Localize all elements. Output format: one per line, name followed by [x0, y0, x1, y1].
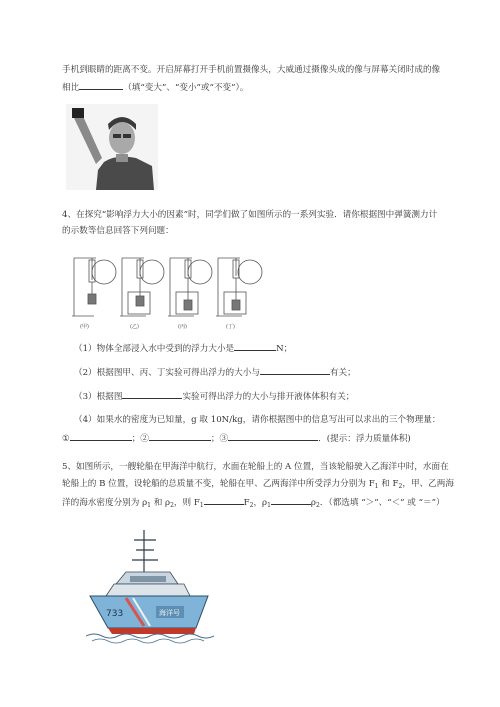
- q5-line3-f2: 2: [249, 502, 254, 509]
- q5-line3-pre: 洋的海水密度分别为 ρ: [62, 498, 148, 508]
- q4-sub4-mark2: ；②: [131, 434, 149, 444]
- q4-sub4-line1: （4）如果水的密度为已知量，g 取 10N/kg，请你根据图中的信息写出可以求出的三个物理量：: [74, 415, 441, 425]
- q5-line2: [62, 478, 454, 493]
- q4-sub2-blank[interactable]: [260, 365, 330, 375]
- q5-line2-text: 轮船上的 B 位置，设轮船的总质量不变，轮船在甲、乙两海洋中所受浮力分别为 F: [62, 479, 375, 489]
- q4-intro-line1: 4、在探究“影响浮力大小的因素”时，同学们做了如图所示的一系列实验．请你根据图中弹簧测力计: [62, 210, 438, 220]
- fig-label-bing: (丙): [178, 324, 187, 330]
- q4-sub1-text: （1）物体全部浸入水中受到的浮力大小是: [74, 344, 235, 354]
- q3-text-line2: [62, 80, 248, 94]
- q5-line3: [62, 495, 445, 512]
- phone-icon: [72, 108, 84, 118]
- q4-sub3-blank[interactable]: [122, 389, 182, 399]
- q4-sub4-blank2[interactable]: [149, 431, 211, 441]
- q5-density-compare-blank[interactable]: [271, 495, 311, 505]
- fig-label-ding: (丁): [226, 324, 235, 330]
- q3-text-line1: 手机到眼睛的距离不变。开启屏幕打开手机前置摄像头，大威通过摄像头成的像与屏幕关闭时成的像: [62, 65, 441, 75]
- q5-line3-rho2: 2: [315, 502, 320, 509]
- q5-force-compare-blank[interactable]: [204, 495, 244, 505]
- q4-sub2-text: （2）根据图甲、丙、丁实验可得出浮力的大小与: [74, 368, 260, 378]
- q5-line3-rho1pre: ，ρ: [253, 498, 268, 508]
- q5-line3-s2: 2: [170, 502, 174, 509]
- q4-sub1: [74, 341, 292, 355]
- ship-number: 733: [106, 609, 124, 619]
- q5-line3-rho2pre: ρ: [310, 498, 316, 508]
- q5-line3-rho1: 1: [267, 502, 271, 509]
- q4-sub4-blank1[interactable]: [70, 431, 132, 441]
- buoyancy-experiment-figure: [70, 250, 270, 332]
- q4-sub4-mark3: ；③: [210, 434, 229, 444]
- q4-sub3: [74, 389, 354, 403]
- q4-intro-line2: 的示数等信息回答下列问题：: [62, 226, 174, 236]
- q4-sub4-hint: ．(提示：浮力质量体积): [318, 434, 411, 444]
- fig-label-yi: (乙): [130, 324, 139, 330]
- q5-line3-then: ，则 F: [173, 498, 200, 508]
- fig-label-jia: (甲): [80, 324, 89, 330]
- ship-name: 海洋号: [159, 609, 180, 617]
- q5-line2-mid: 和 F: [378, 479, 399, 489]
- selfie-photo: [66, 104, 158, 190]
- q5-line3-f1: 1: [199, 502, 204, 509]
- q4-sub4-blank3[interactable]: [228, 431, 318, 441]
- q5-line3-f2pre: F: [243, 498, 250, 508]
- q4-sub4-line2: [62, 431, 411, 445]
- q4-sub3-suffix: 实验可得出浮力的大小与排开液体体积有关；: [182, 392, 355, 402]
- q4-sub1-unit: N；: [276, 344, 293, 354]
- q5-line2-end: ，甲、乙两海: [402, 479, 454, 489]
- q5-line2-sub1: 1: [374, 483, 379, 490]
- q5-line3-and: 和 ρ: [150, 498, 171, 508]
- ship-illustration: [86, 524, 214, 644]
- q3-answer-blank[interactable]: [79, 80, 123, 90]
- q4-sub3-text: （3）根据图: [74, 392, 123, 402]
- q4-sub4-mark1: ①: [62, 434, 70, 444]
- q3-line2-prefix: 相比: [62, 83, 80, 93]
- q5-line2-sub2: 2: [398, 483, 403, 490]
- q3-line2-suffix: （填“变大”、“变小”或“不变”）。: [123, 83, 249, 93]
- q5-line3-s1: 1: [147, 502, 151, 509]
- q4-sub1-blank[interactable]: [234, 341, 276, 351]
- q4-sub2-suffix: 有关；: [329, 368, 356, 378]
- q4-sub2: [74, 365, 356, 379]
- q5-line3-end: ．（都选填 “＞”、“＜” 或 “＝”）: [319, 498, 445, 508]
- q5-line1: 5、如图所示，一艘轮船在甲海洋中航行，水面在轮船上的 A 位置，当该轮船驶入乙海洋中时，水面在: [62, 462, 449, 472]
